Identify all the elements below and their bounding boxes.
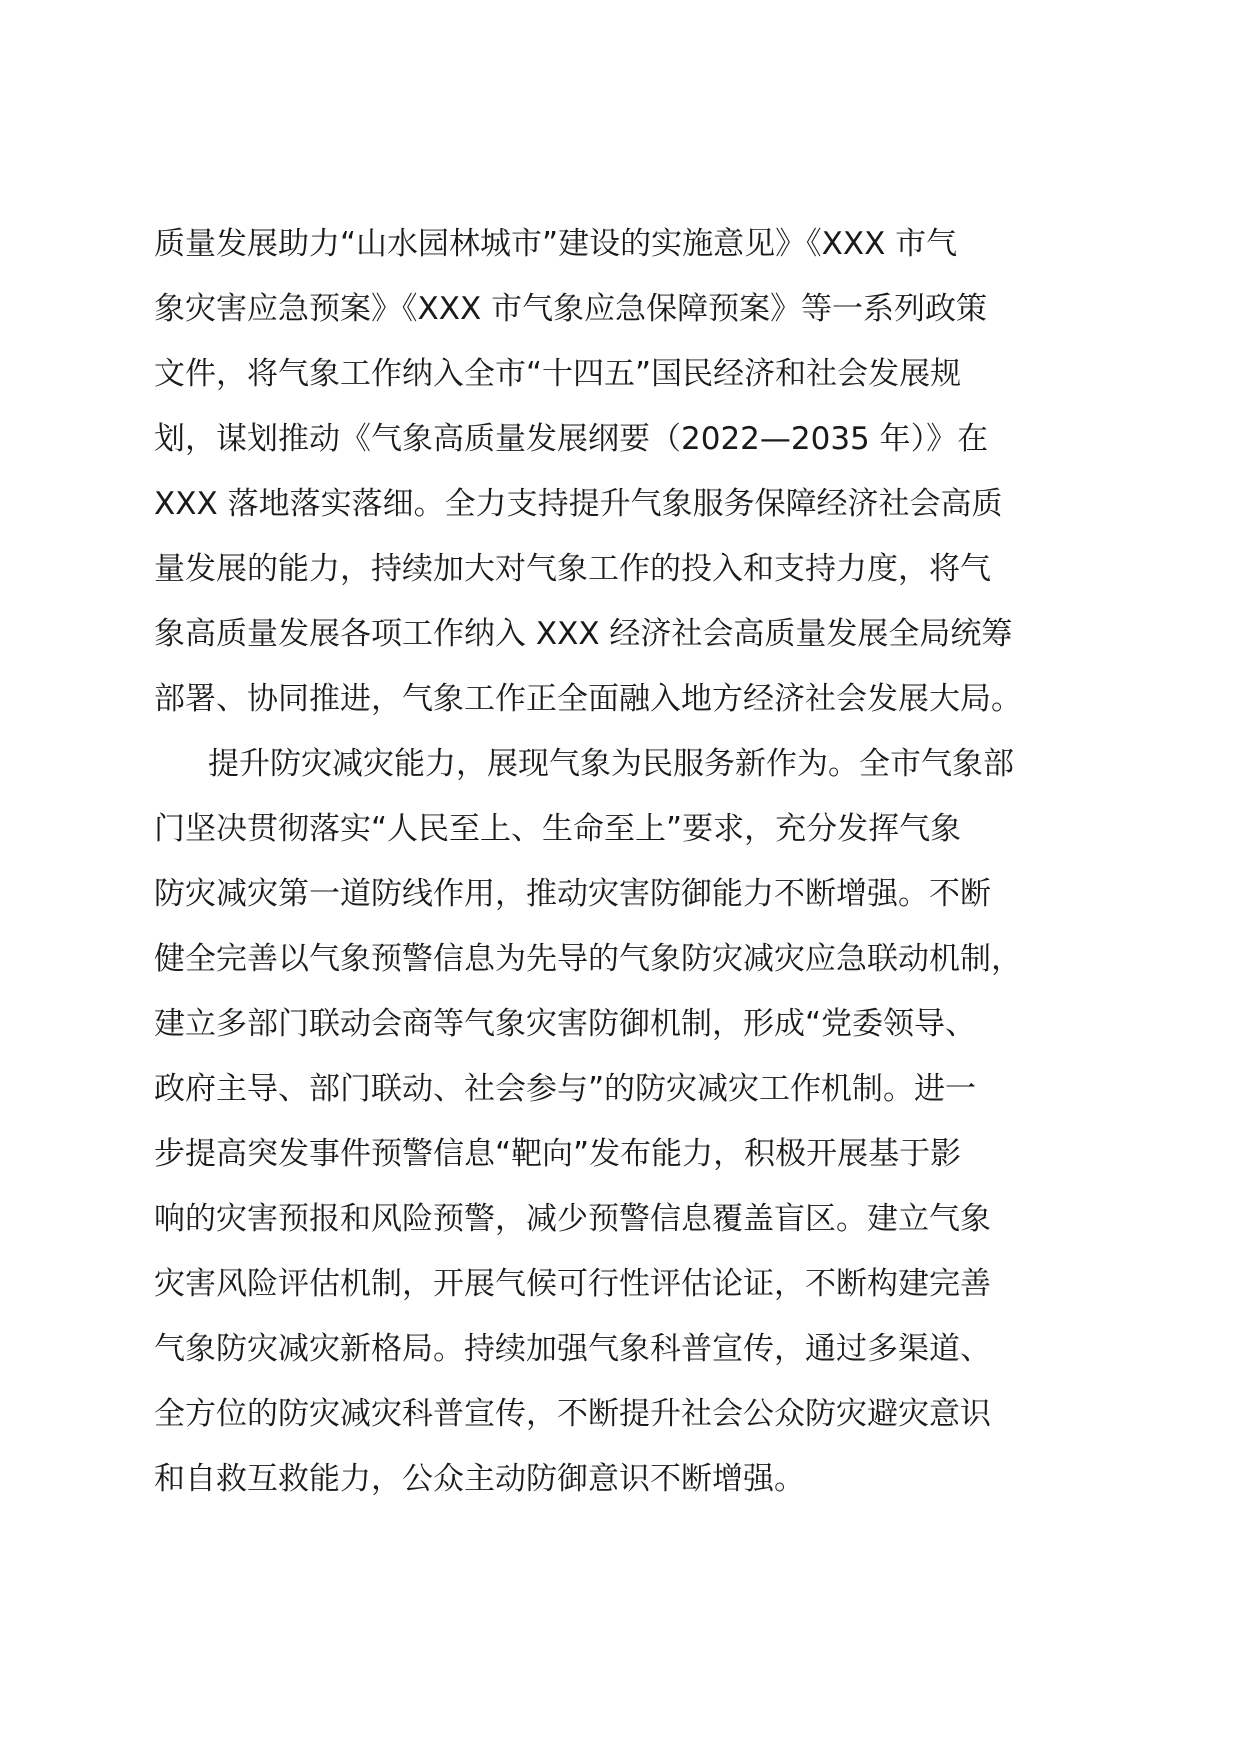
- document-body: [154, 212, 1094, 1512]
- text-line: 量发展的能力，持续加大对气象工作的投入和支持力度，将气: [154, 551, 991, 587]
- text-line: 灾害风险评估机制，开展气候可行性评估论证，不断构建完善: [154, 1266, 991, 1302]
- text-line-first: 提升防灾减灾能力，展现气象为民服务新作为。全市气象部: [208, 746, 1014, 782]
- text-line: 响的灾害预报和风险预警，减少预警信息覆盖盲区。建立气象: [154, 1201, 991, 1237]
- text-line: 防灾减灾第一道防线作用，推动灾害防御能力不断增强。不断: [154, 876, 991, 912]
- text-line: 部署、协同推进，气象工作正全面融入地方经济社会发展大局。: [154, 681, 1022, 717]
- paragraph-disaster-reduction: [154, 732, 1094, 1512]
- text-line: XXX 落地落实落细。全力支持提升气象服务保障经济社会高质: [154, 486, 1003, 522]
- text-line: 建立多部门联动会商等气象灾害防御机制，形成“党委领导、: [154, 1006, 977, 1042]
- text-line: 门坚决贯彻落实“人民至上、生命至上”要求，充分发挥气象: [154, 811, 962, 847]
- text-line: 质量发展助力“山水园林城市”建设的实施意见》《XXX 市气: [154, 226, 958, 262]
- text-line: 步提高突发事件预警信息“靶向”发布能力，积极开展基于影: [154, 1136, 962, 1172]
- paragraph-policy: [154, 212, 1094, 732]
- text-line: 和自救互救能力，公众主动防御意识不断增强。: [154, 1461, 805, 1497]
- text-line: 划，谋划推动《气象高质量发展纲要（2022—2035 年）》在: [154, 421, 989, 457]
- text-line: 象灾害应急预案》《XXX 市气象应急保障预案》等一系列政策: [154, 291, 988, 327]
- text-line: 健全完善以气象预警信息为先导的气象防灾减灾应急联动机制，: [154, 941, 1022, 977]
- text-line: 气象防灾减灾新格局。持续加强气象科普宣传，通过多渠道、: [154, 1331, 991, 1367]
- text-line: 政府主导、部门联动、社会参与”的防灾减灾工作机制。进一: [154, 1071, 977, 1107]
- text-line: 文件，将气象工作纳入全市“十四五”国民经济和社会发展规: [154, 356, 962, 392]
- text-line: 象高质量发展各项工作纳入 XXX 经济社会高质量发展全局统筹: [154, 616, 1013, 652]
- text-line: 全方位的防灾减灾科普宣传，不断提升社会公众防灾避灾意识: [154, 1396, 991, 1432]
